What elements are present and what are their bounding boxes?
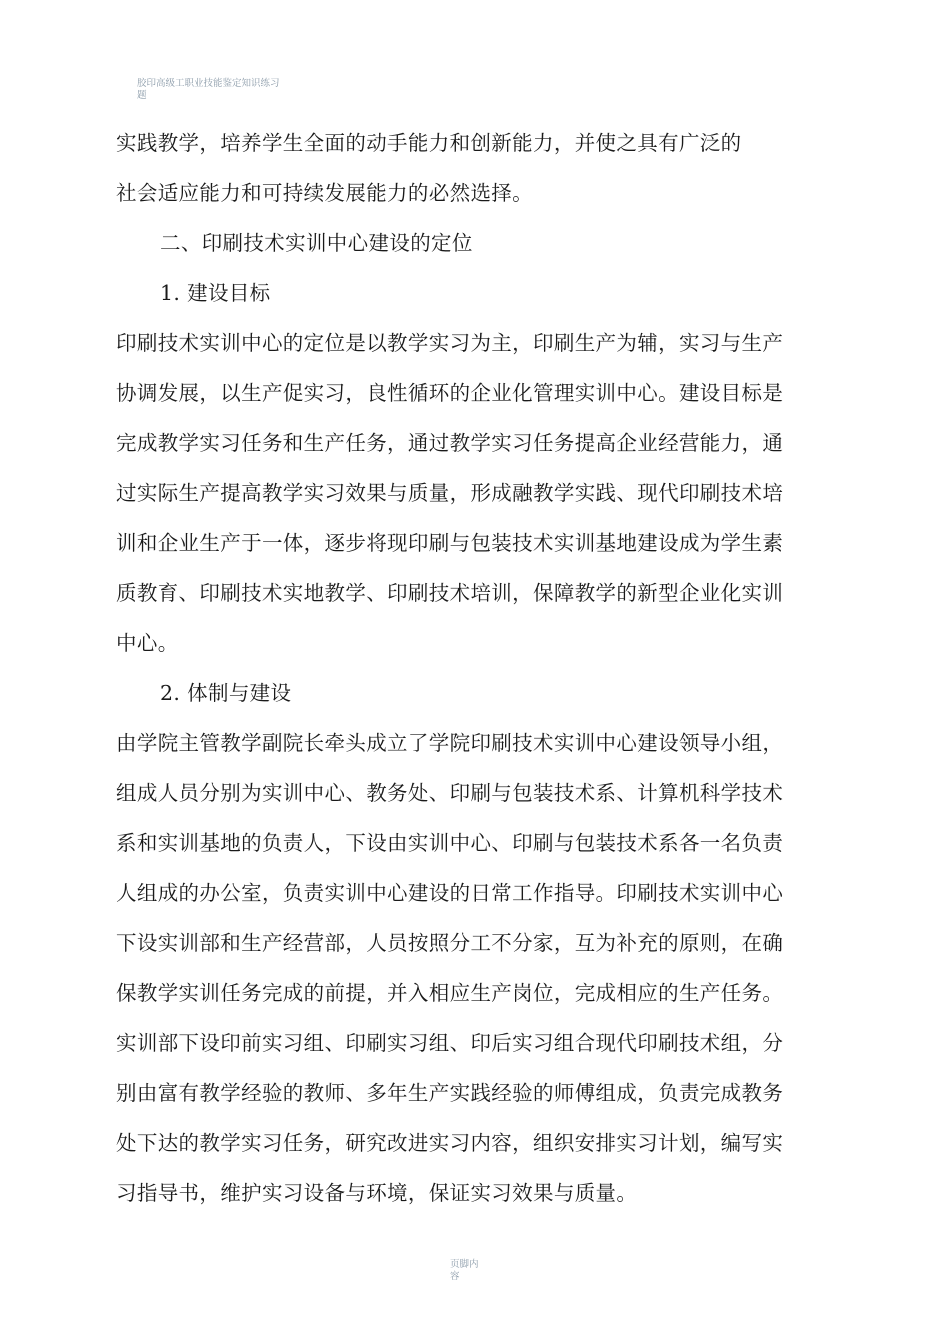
section-heading: 二、印刷技术实训中心建设的定位	[160, 231, 473, 255]
body-line: 质教育、印刷技术实地教学、印刷技术培训，保障教学的新型企业化实训	[116, 581, 784, 605]
body-line: 完成教学实习任务和生产任务，通过教学实习任务提高企业经营能力，通	[116, 431, 784, 455]
body-line: 下设实训部和生产经营部，人员按照分工不分家，互为补充的原则，在确	[116, 931, 784, 955]
subsection-heading: 2. 体制与建设	[160, 681, 292, 705]
subsection-heading: 1. 建设目标	[160, 281, 271, 305]
body-line: 由学院主管教学副院长牵头成立了学院印刷技术实训中心建设领导小组，	[116, 731, 784, 755]
body-line: 印刷技术实训中心的定位是以教学实习为主，印刷生产为辅，实习与生产	[116, 331, 784, 355]
body-line: 组成人员分别为实训中心、教务处、印刷与包装技术系、计算机科学技术	[116, 781, 784, 805]
body-line: 协调发展，以生产促实习，良性循环的企业化管理实训中心。建设目标是	[116, 381, 784, 405]
document-body	[116, 118, 841, 1218]
body-line: 实训部下设印前实习组、印刷实习组、印后实习组合现代印刷技术组，分	[116, 1031, 784, 1055]
body-line: 社会适应能力和可持续发展能力的必然选择。	[116, 181, 533, 205]
page-header	[137, 78, 297, 102]
body-line: 处下达的教学实习任务，研究改进实习内容，组织安排实习计划，编写实	[116, 1131, 784, 1155]
footer-text-line-1: 页脚内	[450, 1259, 479, 1270]
header-text-line-2: 题	[137, 90, 147, 101]
body-line: 系和实训基地的负责人，下设由实训中心、印刷与包装技术系各一名负责	[116, 831, 784, 855]
body-line: 保教学实训任务完成的前提，并入相应生产岗位，完成相应的生产任务。	[116, 981, 784, 1005]
header-text-line-1: 胶印高级工职业技能鉴定知识练习	[137, 78, 280, 89]
body-line: 过实际生产提高教学实习效果与质量，形成融教学实践、现代印刷技术培	[116, 481, 784, 505]
body-line: 习指导书，维护实习设备与环境，保证实习效果与质量。	[116, 1181, 638, 1205]
body-line: 别由富有教学经验的教师、多年生产实践经验的师傅组成，负责完成教务	[116, 1081, 784, 1105]
body-line: 实践教学，培养学生全面的动手能力和创新能力，并使之具有广泛的	[116, 131, 742, 155]
footer-text-line-2: 容	[450, 1271, 460, 1282]
body-line: 中心。	[116, 631, 179, 655]
body-line: 人组成的办公室，负责实训中心建设的日常工作指导。印刷技术实训中心	[116, 881, 784, 905]
page-footer	[450, 1259, 490, 1283]
body-line: 训和企业生产于一体，逐步将现印刷与包装技术实训基地建设成为学生素	[116, 531, 784, 555]
